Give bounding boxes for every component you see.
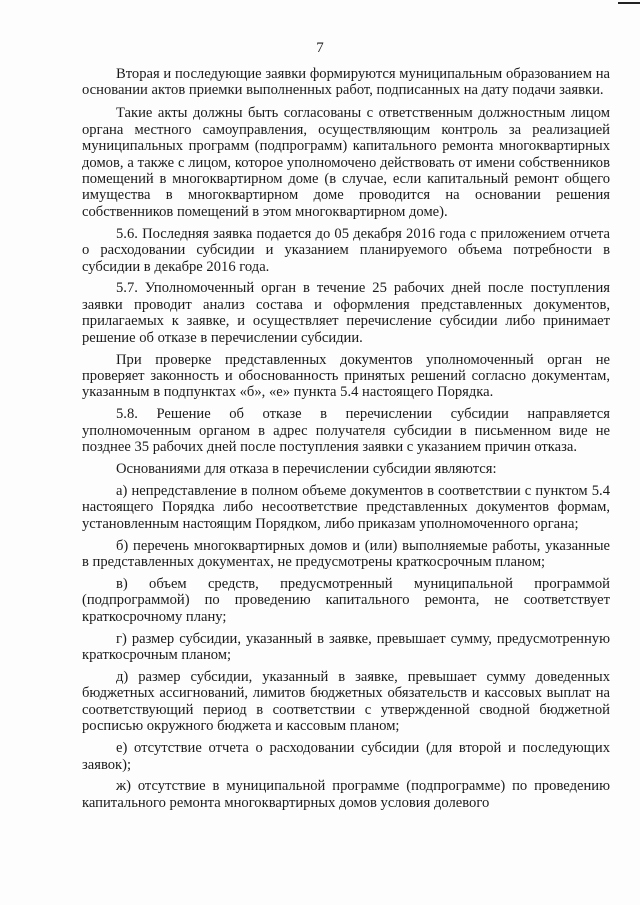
corner-mark (618, 2, 640, 4)
paragraph-refusal-grounds: Основаниями для отказа в перечислении субсидии являются: (116, 461, 497, 478)
paragraph-5-8: 5.8. Решение об отказе в перечислении субсидии направляется уполномоченным органом в адрес получателя субсидии в письменном виде не позднее 35 рабочих дней после поступления заявки с указанием причин отказа. (82, 406, 610, 456)
document-body (82, 66, 610, 817)
list-item-e: е) отсутствие отчета о расходовании субсидии (для второй и последующих заявок); (82, 740, 610, 773)
paragraph-second-applications: Вторая и последующие заявки формируются муниципальным образованием на основании актов приемки выполненных работ, подписанных на дату подачи заявки. (82, 66, 610, 99)
paragraph-document-check: При проверке представленных документов уполномоченный орган не проверяет законность и обоснованность принятых решений согласно документам, указанным в подпунктах «б», «е» пункта 5.4 настоящего Порядка. (82, 351, 610, 401)
list-item-g: г) размер субсидии, указанный в заявке, превышает сумму, предусмотренную краткосрочным планом; (82, 630, 610, 664)
list-item-b: б) перечень многоквартирных домов и (или) выполняемые работы, указанные в представленных документах, не предусмотрены краткосрочным планом; (82, 537, 610, 571)
paragraph-5-7: 5.7. Уполномоченный орган в течение 25 рабочих дней после поступления заявки проводит анализ состава и оформления представленных документов, прилагаемых к заявке, и осуществляет перечисление субсидии либо принимает решение об отказе в перечислении субсидии. (82, 280, 610, 346)
page-number: 7 (316, 40, 324, 56)
paragraph-5-6: 5.6. Последняя заявка подается до 05 декабря 2016 года с приложением отчета о расходовании субсидии и указанием планируемого объема потребности в субсидии в декабре 2016 года. (82, 225, 610, 275)
paragraph-acts-approval: Такие акты должны быть согласованы с ответственным должностным лицом органа местного самоуправления, осуществляющим контроль за реализацией муниципальных программ (подпрограмм) капитального ремонта многоквартирных домов, а также с лицом, которое уполномочено действовать от имени собственников помещений в многоквартирном доме (в случае, если капитальный ремонт общего имущества в многоквартирном доме проводится на основании решения собственников помещений в этом многоквартирном доме). (82, 105, 610, 220)
list-item-v: в) объем средств, предусмотренный муниципальной программой (подпрограммой) по проведению капитального ремонта, не соответствует краткосрочному плану; (82, 575, 610, 625)
list-item-d: д) размер субсидии, указанный в заявке, превышает сумму доведенных бюджетных ассигнований, лимитов бюджетных обязательств и кассовых выплат на соответствующий период в соответствии с утвержденной сводной бюджетной росписью окружного бюджета и кассовым планом; (82, 669, 610, 735)
list-item-a: а) непредставление в полном объеме документов в соответствии с пунктом 5.4 настоящего Порядка либо несоответствие представленных документов формам, установленным настоящим Порядком, либо приказам уполномоченного органа; (82, 482, 610, 532)
list-item-zh: ж) отсутствие в муниципальной программе (подпрограмме) по проведению капитального ремонта многоквартирных домов условия долевого (82, 778, 610, 811)
